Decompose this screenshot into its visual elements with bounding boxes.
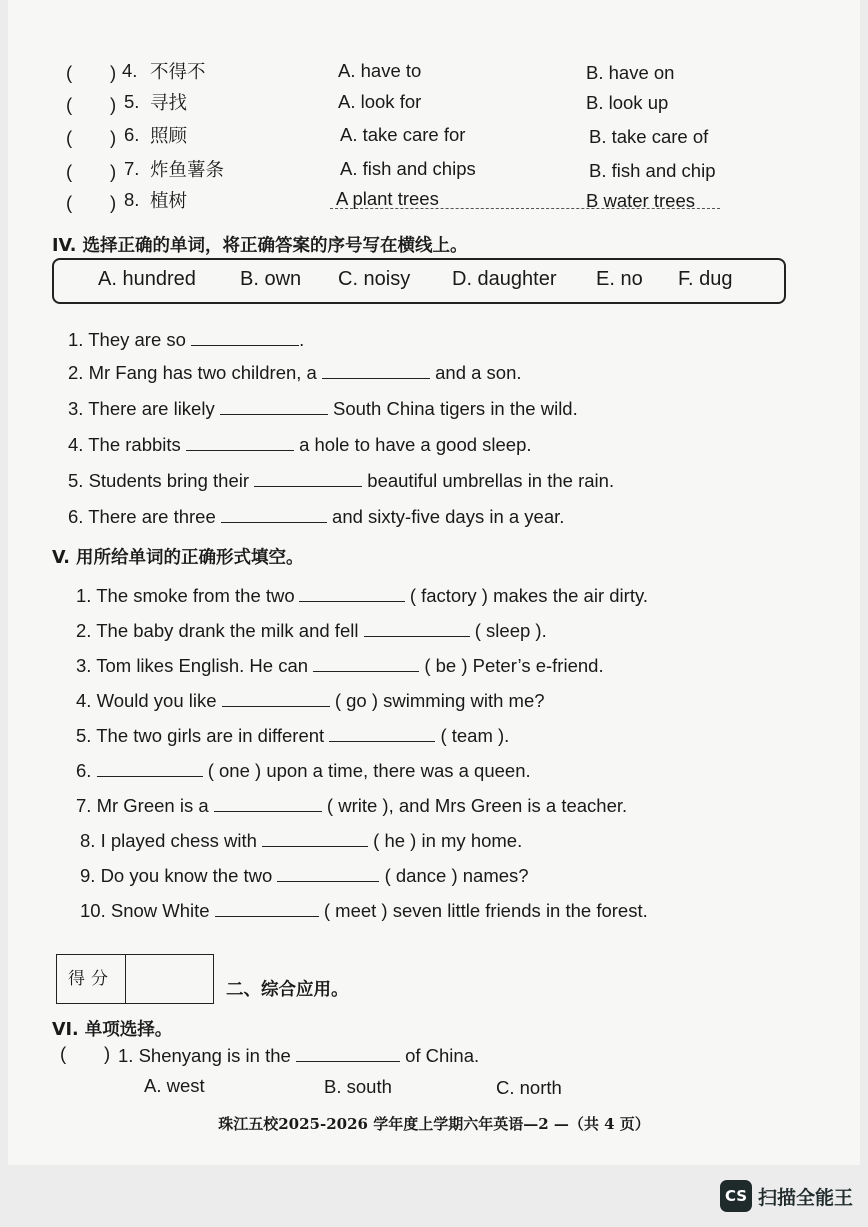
chinese-term: 炸鱼薯条: [150, 160, 225, 181]
section-6-title: VI. 单项选择。: [52, 1020, 173, 1040]
form-question-10: [80, 898, 648, 922]
answer-blank[interactable]: [299, 583, 405, 602]
answer-blank[interactable]: [186, 432, 294, 451]
question-text: 4. Would you like: [76, 690, 217, 711]
question-text: ( meet ) seven little friends in the forest.: [323, 900, 648, 921]
answer-blank[interactable]: [313, 653, 419, 672]
form-question-9: [80, 863, 529, 887]
fill-question-3: [68, 396, 578, 420]
question-text: 6. There are three: [68, 506, 216, 527]
word-option-f: F. dug: [678, 268, 733, 290]
question-text: 7. Mr Green is a: [76, 795, 209, 816]
word-bank-box: [52, 258, 786, 304]
option-a: A. have to: [338, 60, 422, 81]
option-c: C. north: [496, 1077, 562, 1098]
question-text: beautiful umbrellas in the rain.: [367, 470, 615, 491]
item-number: 8.: [124, 189, 140, 210]
answer-blank[interactable]: [215, 898, 319, 917]
fill-question-6: [68, 504, 564, 528]
page-footer: 珠江五校2025-2026 学年度上学期六年英语—2 —（共 4 页）: [218, 1115, 650, 1133]
fill-question-5: [68, 468, 614, 492]
item-number: 7.: [124, 158, 140, 179]
question-text: ( team ).: [440, 725, 510, 746]
question-text: ( factory ) makes the air dirty.: [409, 585, 648, 606]
question-text: a hole to have a good sleep.: [299, 434, 532, 455]
answer-paren-open: (: [60, 1043, 67, 1064]
option-b: B. take care of: [589, 126, 709, 147]
option-a: A. take care for: [340, 124, 466, 145]
answer-blank[interactable]: [220, 396, 328, 415]
question-text: 9. Do you know the two: [80, 865, 273, 886]
form-question-8: [80, 828, 522, 852]
question-text: ( dance ) names?: [384, 865, 529, 886]
question-text: ( go ) swimming with me?: [334, 690, 545, 711]
answer-paren-open: (: [66, 161, 73, 182]
answer-paren-close: ): [110, 62, 117, 83]
option-b: B water trees: [586, 190, 695, 211]
answer-paren-close: ): [110, 161, 117, 182]
form-question-4: [76, 688, 545, 712]
option-a: A. look for: [338, 91, 422, 112]
question-text: 8. I played chess with: [80, 830, 257, 851]
option-a: A. fish and chips: [340, 158, 476, 179]
question-text: and a son.: [435, 362, 522, 383]
chinese-term: 植树: [150, 191, 188, 212]
question-text: 4. The rabbits: [68, 434, 181, 455]
option-a: A plant trees: [336, 188, 439, 209]
question-text: 5. The two girls are in different: [76, 725, 325, 746]
option-b: B. fish and chip: [589, 160, 716, 181]
chinese-term: 照顾: [150, 126, 188, 147]
item-number: 6.: [124, 124, 140, 145]
answer-blank[interactable]: [277, 863, 379, 882]
answer-paren-close: ): [110, 192, 117, 213]
answer-blank[interactable]: [329, 723, 435, 742]
question-text: 3. Tom likes English. He can: [76, 655, 309, 676]
option-b: B. look up: [586, 92, 669, 113]
form-question-5: [76, 723, 509, 747]
question-text: 2. The baby drank the milk and fell: [76, 620, 359, 641]
form-question-7: [76, 793, 627, 817]
option-b: B. have on: [586, 62, 675, 83]
question-text: 3. There are likely: [68, 398, 215, 419]
scanner-app-name: 扫描全能王: [758, 1187, 854, 1209]
fill-question-4: [68, 432, 532, 456]
word-option-a: A. hundred: [98, 268, 196, 290]
item-number: 5.: [124, 91, 140, 112]
answer-paren-open: (: [66, 192, 73, 213]
question-line: [118, 1043, 479, 1067]
answer-paren-close: ): [110, 94, 117, 115]
answer-blank[interactable]: [97, 758, 203, 777]
item-number: 4.: [122, 60, 138, 81]
score-box: [56, 954, 214, 1004]
form-question-2: [76, 618, 547, 642]
answer-blank[interactable]: [322, 360, 430, 379]
answer-paren-open: (: [66, 62, 73, 83]
word-option-b: B. own: [240, 268, 302, 290]
answer-paren-open: (: [66, 127, 73, 148]
word-option-c: C. noisy: [338, 268, 411, 290]
question-text: South China tigers in the wild.: [332, 398, 578, 419]
question-text: and sixty-five days in a year.: [332, 506, 565, 527]
answer-blank[interactable]: [222, 688, 330, 707]
dashed-underline: [330, 208, 720, 209]
question-text: ( sleep ).: [474, 620, 547, 641]
answer-blank[interactable]: [364, 618, 470, 637]
chinese-term: 寻找: [150, 93, 188, 114]
answer-blank[interactable]: [221, 504, 327, 523]
answer-blank[interactable]: [214, 793, 322, 812]
form-question-1: [76, 583, 648, 607]
form-question-3: [76, 653, 604, 677]
option-a: A. west: [144, 1075, 205, 1096]
question-text: .: [299, 329, 305, 350]
question-text: ( write ), and Mrs Green is a teacher.: [326, 795, 628, 816]
answer-paren-close: ): [110, 127, 117, 148]
answer-blank[interactable]: [262, 828, 368, 847]
question-text: 10. Snow White: [80, 900, 210, 921]
fill-question-2: [68, 360, 522, 384]
answer-blank[interactable]: [296, 1043, 400, 1062]
section-5-title: V. 用所给单词的正确形式填空。: [52, 548, 304, 568]
section-4-title: IV. 选择正确的单词，将正确答案的序号写在横线上。: [52, 236, 468, 256]
fill-question-1: [68, 327, 304, 351]
question-text: ( one ) upon a time, there was a queen.: [207, 760, 531, 781]
answer-paren-open: (: [66, 94, 73, 115]
question-text: 1. Shenyang is in the: [118, 1045, 291, 1066]
answer-blank[interactable]: [191, 327, 299, 346]
question-text: of China.: [405, 1045, 480, 1066]
question-text: 1. The smoke from the two: [76, 585, 295, 606]
cs-logo-icon: CS: [720, 1180, 752, 1212]
form-question-6: [76, 758, 531, 782]
option-b: B. south: [324, 1076, 392, 1097]
part-2-title: 二、综合应用。: [226, 980, 349, 1000]
question-text: 2. Mr Fang has two children, a: [68, 362, 317, 383]
answer-blank[interactable]: [254, 468, 362, 487]
question-text: ( he ) in my home.: [373, 830, 523, 851]
answer-paren-close: ): [104, 1043, 111, 1064]
chinese-term: 不得不: [150, 62, 206, 83]
score-label: 得分: [57, 955, 126, 1003]
question-text: 5. Students bring their: [68, 470, 249, 491]
question-text: 1. They are so: [68, 329, 186, 350]
question-text: ( be ) Peter’s e-friend.: [424, 655, 604, 676]
word-option-e: E. no: [596, 268, 643, 290]
word-option-d: D. daughter: [452, 268, 557, 290]
question-text: 6.: [76, 760, 92, 781]
